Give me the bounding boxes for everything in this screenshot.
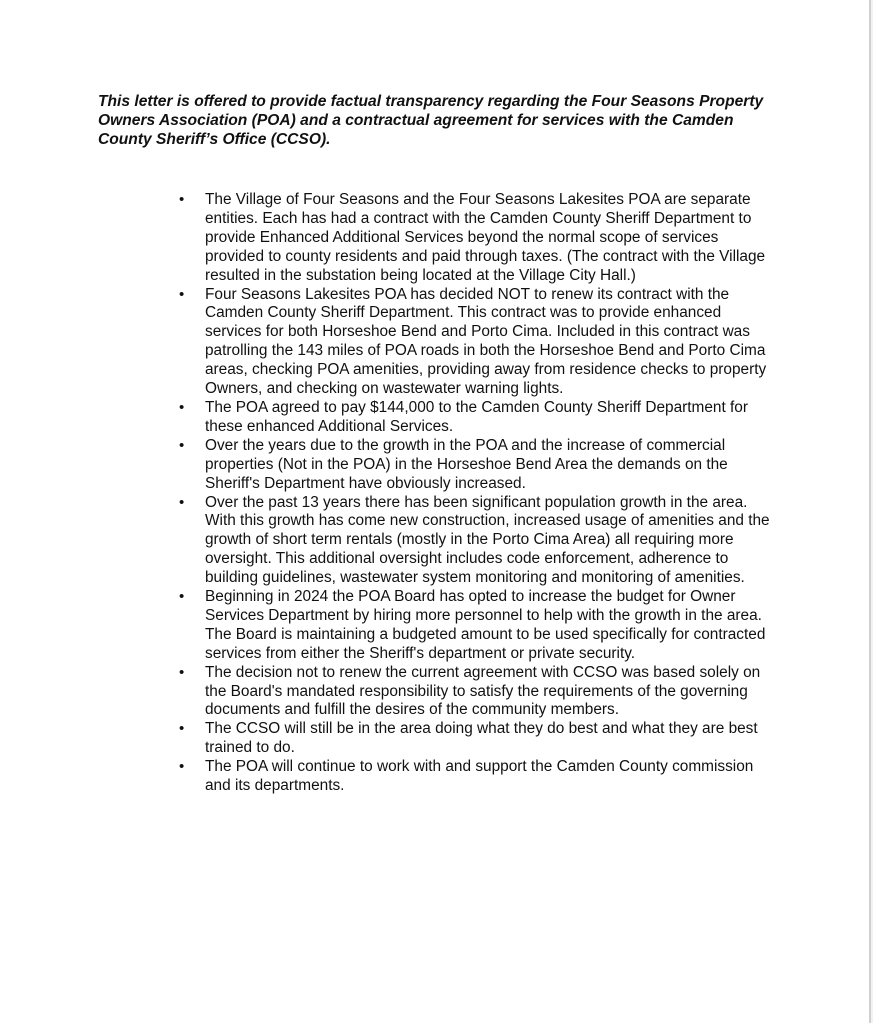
bullet-icon: • (179, 588, 185, 606)
list-item-text: The POA agreed to pay $144,000 to the Camden County Sheriff Department for these enhanced Additional Services. (205, 398, 748, 435)
list-item (179, 436, 780, 494)
bullet-icon: • (179, 720, 185, 738)
list-item (179, 720, 780, 758)
list-item (179, 663, 780, 721)
list-item (179, 191, 780, 286)
bullet-icon: • (179, 436, 185, 454)
bullet-icon: • (179, 398, 185, 416)
bullet-icon: • (179, 758, 185, 776)
list-item-text: The CCSO will still be in the area doing what they do best and what they are best trained to do. (205, 720, 758, 757)
list-item-text: The Village of Four Seasons and the Four Seasons Lakesites POA are separate entities. Each has had a contract with the Camden County Sheriff Department to provide Enhanced Additional Services beyond the normal scope of services provided to county residents and paid through taxes. (The contract with the Village resulted in the substation being located at the Village City Hall.) (205, 191, 766, 284)
list-item-text: The POA will continue to work with and support the Camden County commission and its departments. (205, 758, 754, 795)
bullet-icon: • (179, 191, 185, 208)
list-item-text: The decision not to renew the current agreement with CCSO was based solely on the Board's mandated responsibility to satisfy the requirements of the governing documents and fulfill the desires of the community members. (205, 663, 761, 719)
list-item-text: Over the years due to the growth in the POA and the increase of commercial properties (Not in the POA) in the Horseshoe Bend Area the demands on the Sheriff's Department have obviously increased. (205, 436, 728, 492)
list-item (179, 285, 780, 399)
list-item-text: Over the past 13 years there has been significant population growth in the area. With this growth has come new construction, increased usage of amenities and the growth of short term rentals (mostly in the Porto Cima Area) all requiring more oversight. This additional oversight includes code enforcement, adherence to building guidelines, wastewater system monitoring and monitoring of amenities. (205, 493, 770, 587)
bullet-list (179, 191, 780, 796)
bullet-icon: • (179, 663, 185, 681)
bullet-icon: • (179, 493, 185, 511)
list-item-text: Four Seasons Lakesites POA has decided NOT to renew its contract with the Camden County Sheriff Department. This contract was to provide enhanced services for both Horseshoe Bend and Porto Cima. Included in this contract was patrolling the 143 miles of POA roads in both the Horseshoe Bend and Porto Cima areas, checking POA amenities, providing away from residence checks to property Owners, and checking on wastewater warning lights. (205, 285, 767, 398)
list-item (179, 493, 780, 589)
list-item (179, 588, 780, 664)
bullet-icon: • (179, 285, 185, 303)
intro-paragraph: This letter is offered to provide factual transparency regarding the Four Seasons Property Owners Association (POA) and a contractual agreement for services with the Camden County Sheriff’s Office (CCSO). (98, 93, 764, 148)
list-item (179, 758, 780, 796)
list-item-text: Beginning in 2024 the POA Board has opted to increase the budget for Owner Services Department by hiring more personnel to help with the growth in the area. The Board is maintaining a budgeted amount to be used specifically for contracted services from either the Sheriff's department or private security. (205, 588, 766, 662)
list-item (179, 398, 780, 437)
